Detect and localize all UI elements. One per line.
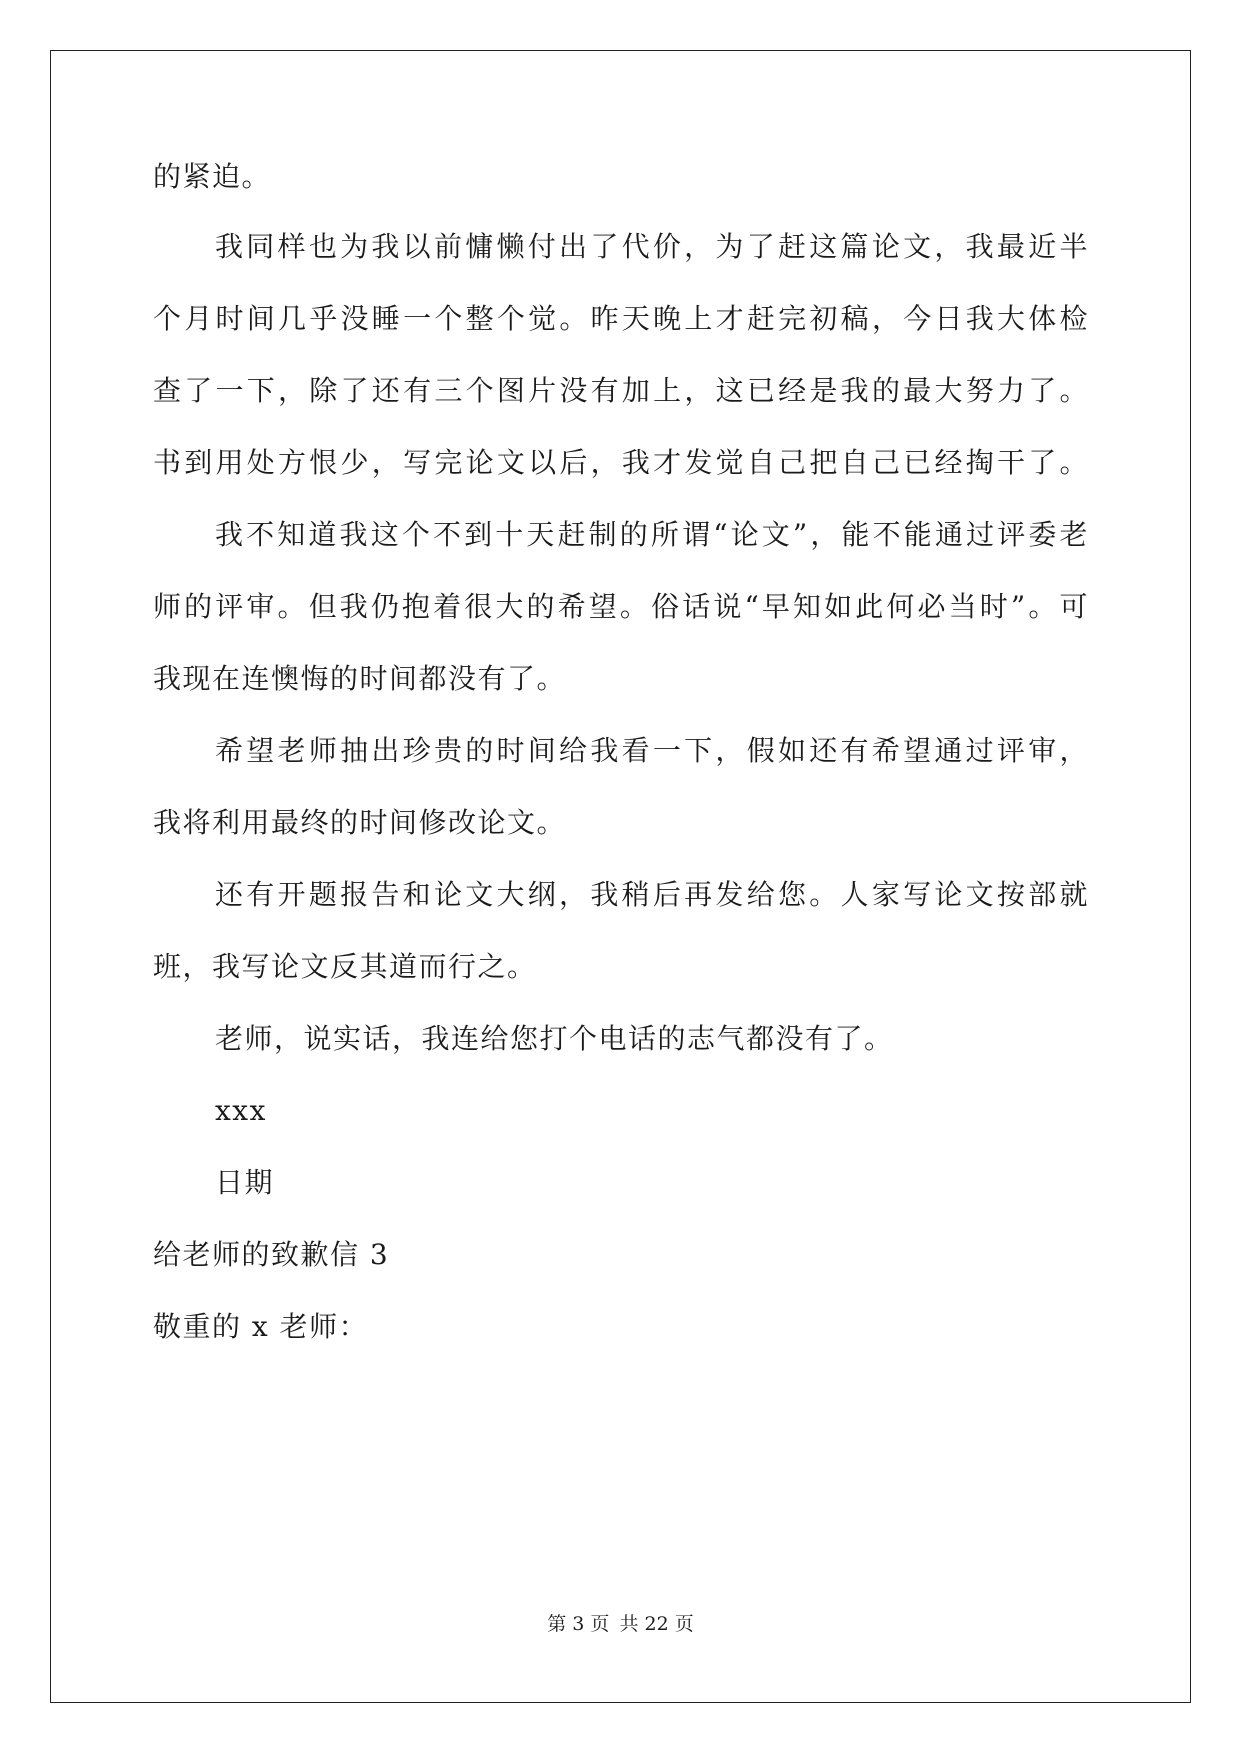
paragraph-first-line: 我不知道我这个不到十天赶制的所谓“论文”，能不能通过评委老 <box>215 518 1089 551</box>
paragraph-first-line: 老师，说实话，我连给您打个电话的志气都没有了。 <box>215 1022 894 1055</box>
paragraph-first-line: 希望老师抽出珍贵的时间给我看一下，假如还有希望通过评审， <box>215 734 1089 767</box>
text-line: 查了一下，除了还有三个图片没有加上，这已经是我的最大努力了。 <box>153 374 1089 407</box>
page-footer <box>0 1612 1241 1636</box>
text-line: 个月时间几乎没睡一个整个觉。昨天晚上才赶完初稿，今日我大体检 <box>153 302 1089 335</box>
section-title: 给老师的致歉信 3 <box>153 1238 390 1271</box>
paragraph-first-line: 还有开题报告和论文大纲，我稍后再发给您。人家写论文按部就 <box>215 878 1089 911</box>
page-number: 第 3 页 <box>547 1613 610 1635</box>
text-line: 我将利用最终的时间修改论文。 <box>153 806 567 839</box>
text-line: 的紧迫。 <box>153 160 272 193</box>
text-line: 书到用处方恨少，写完论文以后，我才发觉自己把自己已经掏干了。 <box>153 446 1089 479</box>
text-line: 师的评审。但我仍抱着很大的希望。俗话说“早知如此何必当时”。可 <box>153 590 1089 623</box>
salutation: 敬重的 x 老师： <box>153 1310 369 1343</box>
page-total: 共 22 页 <box>619 1613 694 1635</box>
signature-date: 日期 <box>215 1166 275 1199</box>
paragraph-first-line: 我同样也为我以前慵懒付出了代价，为了赶这篇论文，我最近半 <box>215 230 1089 263</box>
text-line: 班，我写论文反其道而行之。 <box>153 950 537 983</box>
signature-name: xxx <box>215 1094 267 1127</box>
text-line: 我现在连懊悔的时间都没有了。 <box>153 662 567 695</box>
